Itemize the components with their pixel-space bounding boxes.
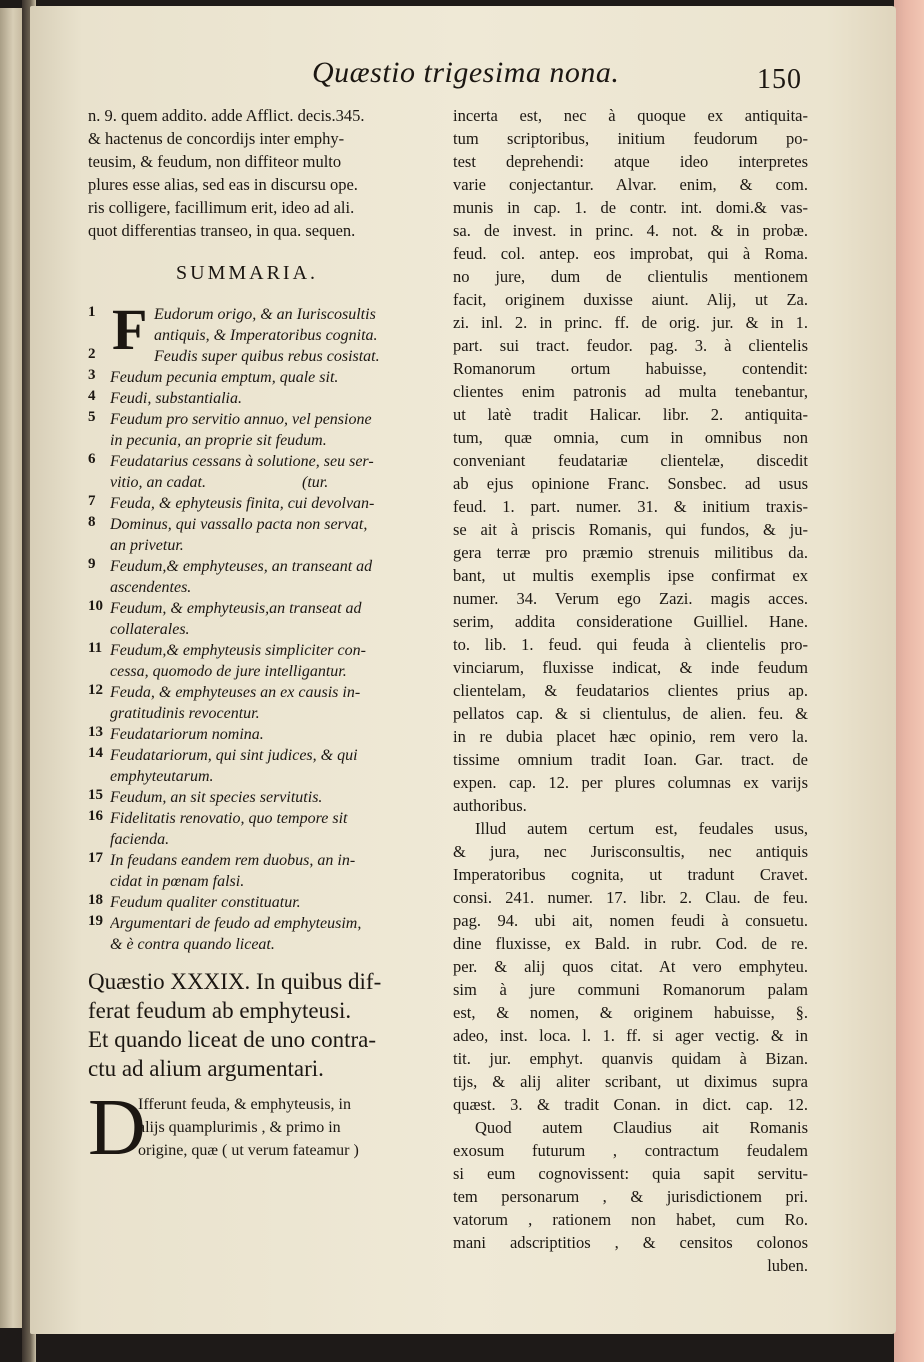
summary-item: [88, 850, 438, 892]
summary-text: an privetur.: [110, 537, 184, 554]
text-line: per. & alij quos citat. At vero emphyteu.: [453, 957, 808, 976]
summaria-heading: SUMMARIA.: [176, 262, 319, 284]
summary-item: [88, 682, 438, 724]
summary-text: Fidelitatis renovatio, quo tempore sit: [110, 810, 348, 827]
text-line: ab ejus opinione Franc. Sonsbec. ad usus: [453, 474, 808, 493]
left-intro: [88, 104, 438, 242]
question-title: [88, 967, 438, 1083]
summary-item: [88, 556, 438, 598]
summary-item: [88, 892, 438, 913]
summary-item: [88, 787, 438, 808]
summary-text: Feudum, & emphyteusis,an transeat ad: [110, 600, 362, 617]
text-line: tem personarum , & jurisdictionem pri.: [453, 1187, 808, 1206]
text-line: numer. 34. Verum ego Zazi. magis acces.: [453, 589, 808, 608]
summary-text: Feudis super quibus rebus cosistat.: [154, 348, 380, 365]
summary-number: 4: [88, 388, 96, 404]
summary-text: emphyteutarum.: [110, 768, 214, 785]
text-line: vatorum , rationem non habet, cum Ro.: [453, 1210, 808, 1229]
opening-paragraph: [88, 1084, 438, 1172]
summary-text: antiquis, & Imperatoribus cognita.: [154, 327, 378, 344]
summary-number: 6: [88, 451, 96, 467]
text-line: munis in cap. 1. de contr. int. domi.& vas-: [453, 198, 808, 217]
summary-item: [88, 598, 438, 640]
summary-text: Feudum qualiter constituatur.: [110, 894, 301, 911]
text-line: Ifferunt feuda, & emphyteusis, in: [138, 1096, 351, 1113]
summary-number: 11: [88, 640, 103, 656]
text-line: teusim, & feudum, non diffiteor multo: [88, 152, 342, 171]
summary-text: cessa, quomodo de jure intelligantur.: [110, 663, 347, 680]
text-line: in re dubia placet hæc opinio, rem vero la.: [453, 727, 808, 746]
text-line: alijs quamplurimis , & primo in: [138, 1119, 341, 1136]
question-line: ferat feudum ab emphyteusi.: [88, 998, 352, 1023]
text-line: facit, originem duxisse aiunt. Alij, ut Za.: [453, 290, 808, 309]
text-line: clientes enim patronis ad multa tenebantur,: [453, 382, 808, 401]
summary-text: Eudorum origo, & an Iuriscosultis: [154, 306, 376, 323]
summary-item: [88, 493, 438, 514]
summary-text: vitio, an cadat. (tur.: [110, 474, 329, 491]
summary-text: Dominus, qui vassallo pacta non servat,: [110, 516, 368, 533]
summary-text: Feudatariorum, qui sint judices, & qui: [110, 747, 358, 764]
summary-number: 18: [88, 892, 103, 908]
text-line: to. lib. 1. feud. qui feuda à clientelis pro-: [453, 635, 808, 654]
text-line: ut latè tradit Halicar. libr. 2. antiquita-: [453, 405, 808, 424]
text-line: incerta est, nec à quoque ex antiquita-: [453, 106, 808, 125]
summary-text: & è contra quando liceat.: [110, 936, 275, 953]
summaria-list: [88, 297, 438, 955]
summary-text: collaterales.: [110, 621, 190, 638]
text-line: gera terræ pro præmio strenuis militibus da.: [453, 543, 808, 562]
text-line: est, & nomen, & originem habuisse, §.: [453, 1003, 808, 1022]
summary-text: ascendentes.: [110, 579, 192, 596]
summary-text: Feudatariorum nomina.: [110, 726, 264, 743]
text-line: sim à jure communi Romanorum palam: [453, 980, 808, 999]
summary-text: Feuda, & emphyteuses an ex causis in-: [110, 684, 361, 701]
summary-item: [88, 514, 438, 556]
summary-item: [88, 451, 438, 493]
summary-item: [88, 745, 438, 787]
right-column: [453, 104, 808, 1277]
text-line: part. sui tract. feudor. pag. 3. à clientelis: [453, 336, 808, 355]
text-line: tum, quæ omnia, cum in omnibus non: [453, 428, 808, 447]
catchword: luben.: [767, 1256, 808, 1275]
text-line: quot differentias transeo, in qua. sequen.: [88, 221, 356, 240]
question-line: Et quando liceat de uno contra-: [88, 1027, 377, 1052]
text-line: Romanorum ortum habuisse, contendit:: [453, 359, 808, 378]
summary-number: 17: [88, 850, 103, 866]
text-line: si eum cognovissent: quia sapit servitu-: [453, 1164, 808, 1183]
text-line: consi. 241. numer. 17. libr. 2. Clau. de feu.: [453, 888, 808, 907]
text-line: conveniant feudatariæ clientelæ, discedit: [453, 451, 808, 470]
text-line: pag. 94. ubi ait, nomen feudi à consuetu.: [453, 911, 808, 930]
summary-number: 3: [88, 367, 96, 383]
question-line: Quæstio XXXIX. In quibus dif-: [88, 969, 382, 994]
drop-capital: D: [88, 1084, 146, 1172]
summary-item: [88, 346, 438, 367]
summary-text: In feudans eandem rem duobus, an in-: [110, 852, 356, 869]
summary-text: facienda.: [110, 831, 170, 848]
text-line: plures esse alias, sed eas in discursu ope.: [88, 175, 358, 194]
summary-number: 14: [88, 745, 103, 761]
summary-number: 8: [88, 514, 96, 530]
text-line: sa. de invest. in princ. 4. not. & in probæ.: [453, 221, 808, 240]
running-head: Quæstio trigesima nona.: [312, 56, 620, 89]
text-line: exosum futurum , contractum feudalem: [453, 1141, 808, 1160]
text-line: quæst. 3. & tradit Conan. in dict. cap. 12.: [453, 1095, 808, 1114]
text-line: feud. col. antep. eos improbat, qui à Roma.: [453, 244, 808, 263]
summary-text: Argumentari de feudo ad emphyteusim,: [110, 915, 362, 932]
summary-number: 13: [88, 724, 103, 740]
summary-item: [88, 808, 438, 850]
text-line: adeo, inst. loca. l. 1. ff. si ager vectig. & in: [453, 1026, 808, 1045]
summary-text: Feudum,& emphyteusis simpliciter con-: [110, 642, 366, 659]
text-line: tissime omnium tradit Ioan. Gar. tract. de: [453, 750, 808, 769]
summary-number: 5: [88, 409, 96, 425]
question-line: ctu ad alium argumentari.: [88, 1056, 324, 1081]
summary-text: cidat in pœnam falsi.: [110, 873, 245, 890]
text-line: clientelam, & feudatarios clientes prius ap.: [453, 681, 808, 700]
summary-text: Feudum,& emphyteuses, an transeant ad: [110, 558, 373, 575]
summary-number: 10: [88, 598, 103, 614]
summary-number: 7: [88, 493, 96, 509]
summary-text: Feudum pro servitio annuo, vel pensione: [110, 411, 372, 428]
summary-text: Feuda, & ephyteusis finita, cui devolvan-: [110, 495, 375, 512]
text-line: mani adscriptitios , & censitos colonos: [453, 1233, 808, 1252]
text-line: authoribus.: [453, 796, 527, 815]
page-edge-color: [894, 0, 924, 1362]
text-line: Illud autem certum est, feudales usus,: [475, 819, 808, 838]
summary-text: in pecunia, an proprie sit feudum.: [110, 432, 327, 449]
text-line: tit. jur. emphyt. quanvis quidam à Bizan.: [453, 1049, 808, 1068]
text-line: ris colligere, facillimum erit, ideo ad ali.: [88, 198, 355, 217]
summary-item: [88, 409, 438, 451]
text-line: tum scriptoribus, initium feudorum po-: [453, 129, 808, 148]
summary-number: 15: [88, 787, 103, 803]
text-line: n. 9. quem addito. adde Afflict. decis.345.: [88, 106, 365, 125]
text-line: & hactenus de concordijs inter emphy-: [88, 129, 345, 148]
summary-number: 1: [88, 304, 96, 320]
summary-item: [88, 388, 438, 409]
summary-number: 2: [88, 346, 96, 362]
summary-number: 19: [88, 913, 103, 929]
text-line: se ait à priscis Romanis, qui fundos, & ju-: [453, 520, 808, 539]
text-line: Quod autem Claudius ait Romanis: [475, 1118, 808, 1137]
text-line: feud. 1. part. numer. 31. & initium traxis-: [453, 497, 808, 516]
text-line: zi. inl. 2. in princ. ff. de orig. jur. & in 1.: [453, 313, 808, 332]
text-line: Imperatoribus cognita, ut tradunt Cravet.: [453, 865, 808, 884]
text-line: pellatos cap. & si clientulus, de alien. feu. &: [453, 704, 808, 723]
summary-item: [88, 640, 438, 682]
text-line: bant, ut multis exemplis ipse confirmat ex: [453, 566, 808, 585]
text-line: & jura, nec Jurisconsultis, nec antiquis: [453, 842, 808, 861]
page-number: 150: [757, 64, 802, 95]
summary-text: Feudum pecunia emptum, quale sit.: [110, 369, 339, 386]
text-line: no jure, dum de clientulis mentionem: [453, 267, 808, 286]
summary-text: gratitudinis revocentur.: [110, 705, 260, 722]
text-line: varie conjectantur. Alvar. enim, & com.: [453, 175, 808, 194]
summary-item: [88, 913, 438, 955]
text-line: origine, quæ ( ut verum fateamur ): [138, 1142, 359, 1159]
summary-text: Feudatarius cessans à solutione, seu ser-: [110, 453, 374, 470]
summary-text: Feudi, substantialia.: [110, 390, 242, 407]
summary-number: 9: [88, 556, 96, 572]
summary-item: [88, 724, 438, 745]
summary-item: [88, 367, 438, 388]
page: [30, 6, 896, 1334]
text-line: serim, addita consideratione Guilliel. Hane.: [453, 612, 808, 631]
drop-capital: F: [112, 297, 148, 362]
left-column: [88, 104, 438, 1172]
summary-number: 12: [88, 682, 103, 698]
text-line: expen. cap. 12. per plures columnas ex varijs: [453, 773, 808, 792]
summary-text: Feudum, an sit species servitutis.: [110, 789, 323, 806]
text-line: test deprehendi: atque ideo interpretes: [453, 152, 808, 171]
text-line: tijs, & alij aliter scribant, ut diximus supra: [453, 1072, 808, 1091]
text-line: dine fluxisse, ex Bald. in rubr. Cod. de re.: [453, 934, 808, 953]
text-line: vinciarum, fluxisse indicat, & inde feudum: [453, 658, 808, 677]
summary-number: 16: [88, 808, 103, 824]
